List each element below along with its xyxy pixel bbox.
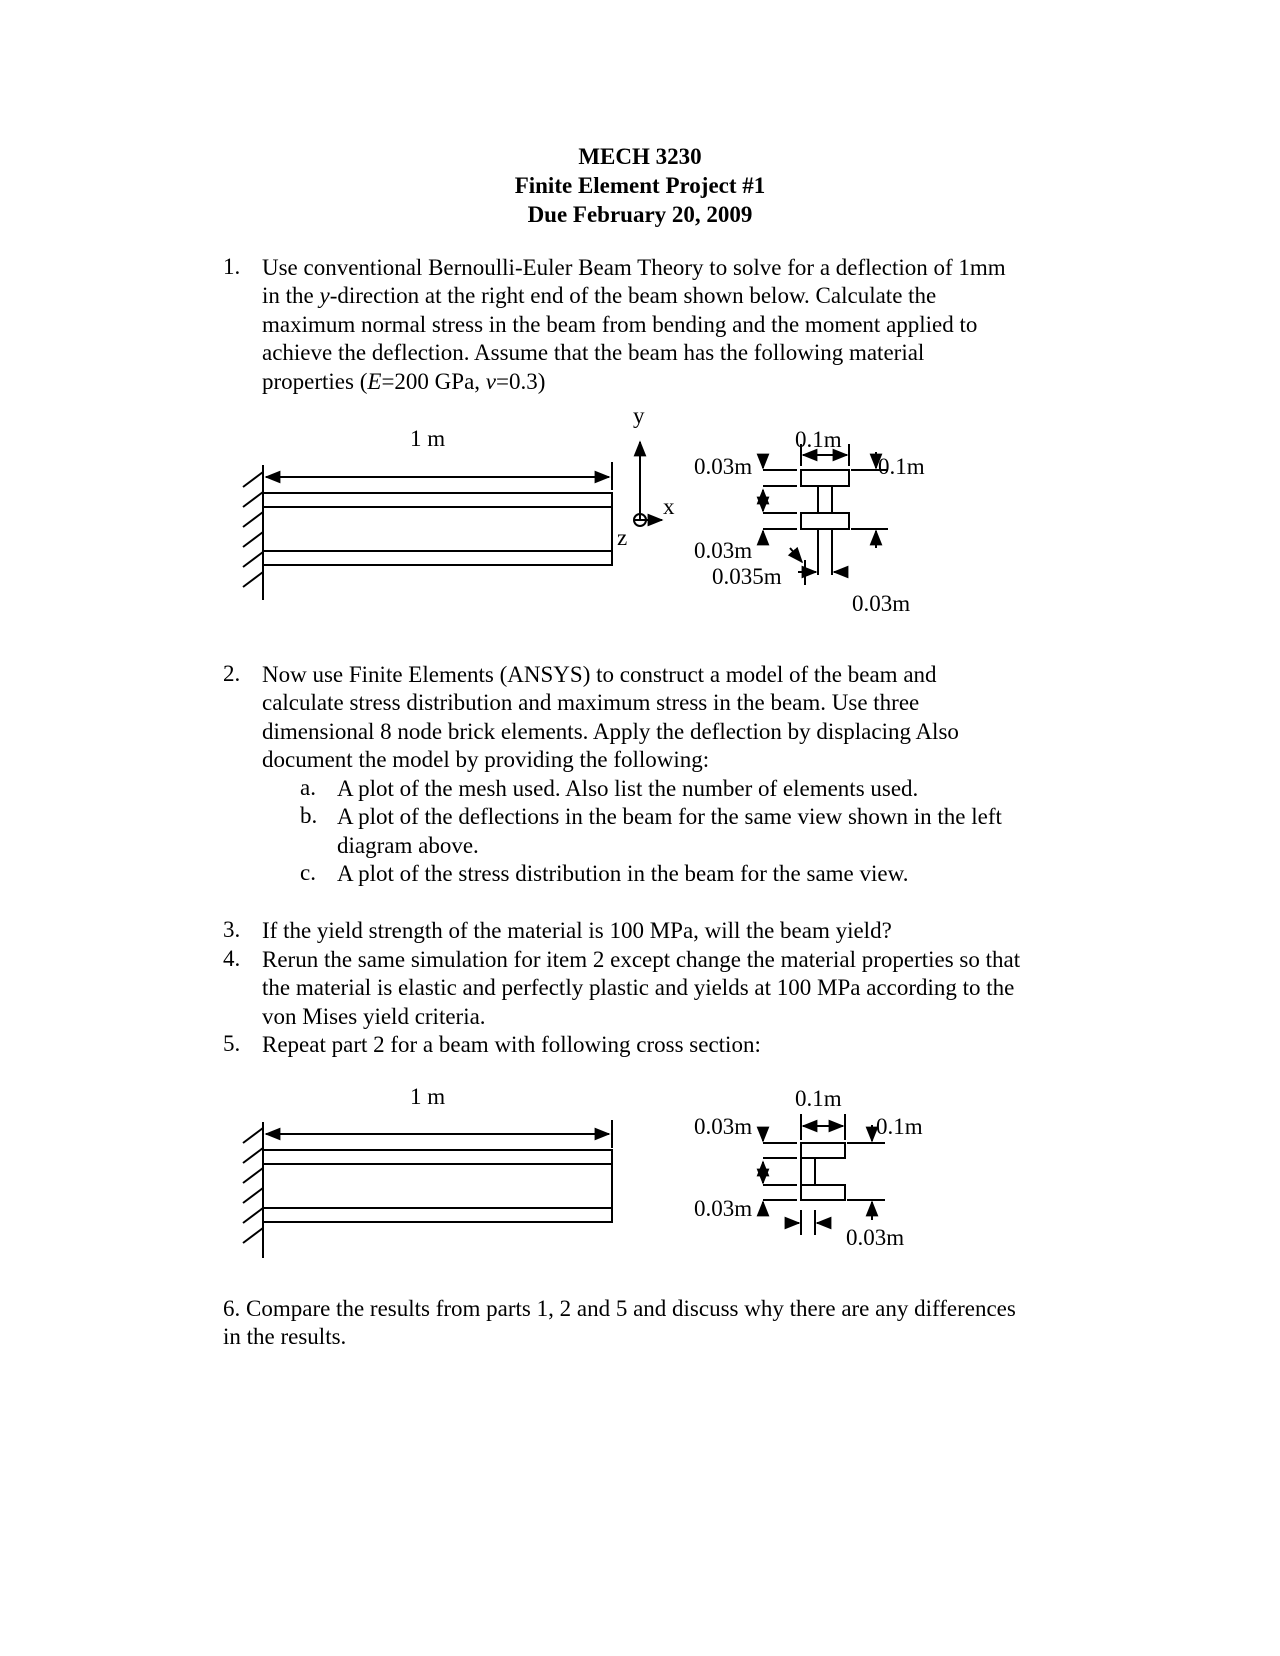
- channel-cross-section: [801, 1143, 845, 1200]
- q1-line-2: [262, 282, 936, 311]
- q1-nu-symbol: v: [485, 369, 497, 394]
- q2c-label: c.: [300, 860, 316, 885]
- q4-line-3: von Mises yield criteria.: [262, 1004, 486, 1029]
- top-flange-thickness-label-2: 0.03m: [694, 1114, 753, 1139]
- q5-text: Repeat part 2 for a beam with following cross section:: [262, 1032, 761, 1057]
- beam-side-view: [263, 493, 612, 565]
- q6-line-2: in the results.: [223, 1324, 347, 1349]
- due-date: Due February 20, 2009: [527, 202, 753, 227]
- q1-y-symbol: y: [319, 283, 330, 308]
- q4-line-2: the material is elastic and perfectly plastic and yields at 100 MPa according to the: [262, 975, 1015, 1000]
- q4-number: 4.: [223, 946, 241, 971]
- q2-line-2: calculate stress distribution and maximum stress in the beam. Use three: [262, 690, 920, 715]
- q3-number: 3.: [223, 917, 241, 942]
- q1-line-2-a: in the: [262, 283, 320, 308]
- web-dimension-label: 0.03m: [852, 591, 911, 616]
- section-height-label: 0.1m: [878, 454, 925, 479]
- wall-hatching-2: [243, 1128, 263, 1243]
- q1-line-5: [262, 368, 545, 397]
- q2-line-3: dimensional 8 node brick elements. Apply the deflection by displacing Also: [262, 719, 959, 744]
- q1-line-5-a: properties (: [262, 369, 368, 394]
- z-axis-label: z: [617, 525, 628, 550]
- q2-line-4: document the model by providing the following:: [262, 747, 710, 772]
- q2c-text: A plot of the stress distribution in the beam for the same view.: [337, 861, 909, 886]
- figure-2-beam-diagram: [0, 1070, 1280, 1270]
- y-axis-label: y: [633, 403, 645, 428]
- q1-line-4: achieve the deflection. Assume that the beam has the following material: [262, 340, 925, 365]
- q1-line-3: maximum normal stress in the beam from bending and the moment applied to: [262, 312, 978, 337]
- web-thickness-label: 0.035m: [712, 564, 782, 589]
- flange-width-label: 0.1m: [795, 427, 842, 452]
- q2-number: 2.: [223, 661, 241, 686]
- course-title: MECH 3230: [578, 144, 702, 169]
- q1-line-1: Use conventional Bernoulli-Euler Beam Theory to solve for a deflection of 1mm: [262, 255, 1006, 280]
- q1-line-2-b: -direction at the right end of the beam shown below. Calculate the: [329, 283, 937, 308]
- i-beam-cross-section: [801, 470, 849, 575]
- beam-side-view-2: [263, 1150, 612, 1222]
- top-flange-thickness-label: 0.03m: [694, 454, 753, 479]
- q1-line-5-b: =200 GPa,: [381, 369, 486, 394]
- bottom-flange-thickness-label-2: 0.03m: [694, 1196, 753, 1221]
- q2a-label: a.: [300, 775, 316, 800]
- wall-hatching: [243, 472, 263, 587]
- web-thickness-label-2: 0.03m: [846, 1225, 905, 1250]
- q6-line-1: 6. Compare the results from parts 1, 2 and 5 and discuss why there are any differences: [223, 1296, 1016, 1321]
- bottom-flange-thickness-label: 0.03m: [694, 538, 753, 563]
- flange-width-label-2: 0.1m: [795, 1086, 842, 1111]
- q3-text: If the yield strength of the material is 100 MPa, will the beam yield?: [262, 918, 892, 943]
- q2-line-1: Now use Finite Elements (ANSYS) to construct a model of the beam and: [262, 662, 937, 687]
- beam-length-label-2: 1 m: [410, 1084, 446, 1109]
- section-height-label-2: 0.1m: [876, 1114, 923, 1139]
- project-title: Finite Element Project #1: [514, 173, 766, 198]
- q2b-label: b.: [300, 803, 318, 828]
- q1-line-5-c: =0.3): [496, 369, 546, 394]
- x-axis-label: x: [663, 494, 675, 519]
- q2b-text-2: diagram above.: [337, 833, 479, 858]
- q1-number: 1.: [223, 254, 241, 279]
- q5-number: 5.: [223, 1031, 241, 1056]
- q2b-text-1: A plot of the deflections in the beam for the same view shown in the left: [337, 804, 1002, 829]
- figure-1-beam-diagram: [0, 403, 1280, 650]
- q2a-text: A plot of the mesh used. Also list the number of elements used.: [337, 776, 919, 801]
- beam-length-label: 1 m: [410, 426, 446, 451]
- q1-E-symbol: E: [367, 369, 382, 394]
- q4-line-1: Rerun the same simulation for item 2 except change the material properties so that: [262, 947, 1021, 972]
